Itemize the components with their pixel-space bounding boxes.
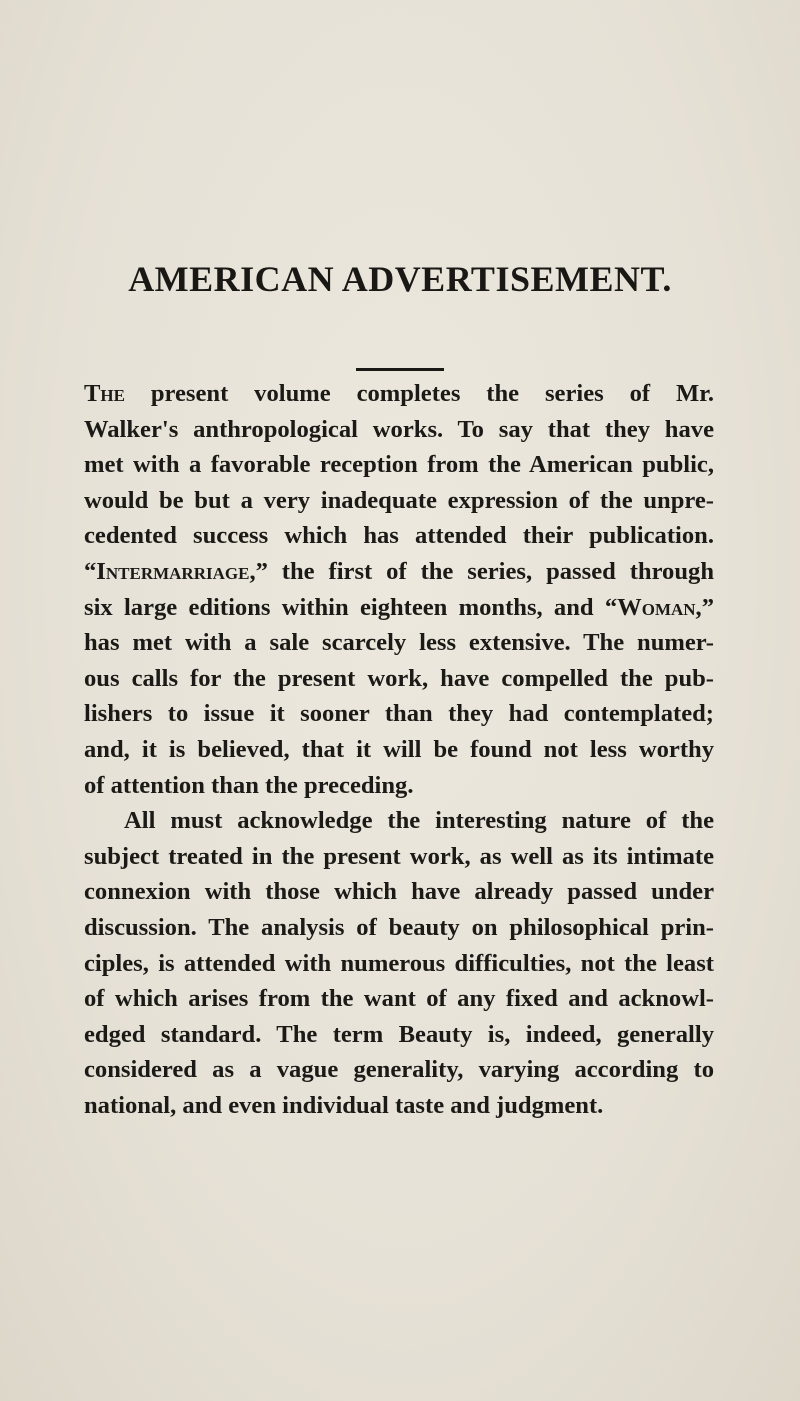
text-line: All must acknowledge the interesting nature of the	[124, 807, 714, 835]
text-line: and, it is believed, that it will be found not less worthy	[84, 735, 714, 763]
text-line: considered as a vague generality, varying according to	[84, 1056, 714, 1084]
text-line: edged standard. The term Beauty is, indeed, generally	[84, 1020, 714, 1048]
text-line: would be but a very inadequate expression of the unpre-	[84, 486, 714, 514]
text-line: of which arises from the want of any fixed and acknowl-	[84, 985, 714, 1013]
body-text	[84, 376, 714, 1123]
text-line: six large editions within eighteen months, and “Woman,”	[84, 593, 714, 621]
small-caps-word: The	[84, 380, 125, 407]
text-line: national, and even individual taste and judgment.	[84, 1091, 604, 1119]
text-line: The present volume completes the series of Mr.	[84, 380, 714, 407]
text-line: Walker's anthropological works. To say that they have	[84, 415, 714, 443]
text-line: met with a favorable reception from the American public,	[84, 451, 714, 479]
heading-divider	[356, 368, 444, 371]
text-line: has met with a sale scarcely less extensive. The numer-	[84, 629, 714, 657]
small-caps-title: Woman	[617, 593, 696, 621]
small-caps-title: Intermarriage	[96, 557, 250, 585]
text-line: ous calls for the present work, have compelled the pub-	[84, 664, 714, 692]
text-line: cedented success which has attended their publication.	[84, 522, 714, 550]
text-line: “Intermarriage,” the first of the series, passed through	[84, 557, 714, 585]
text-line: ciples, is attended with numerous difficulties, not the least	[84, 949, 714, 977]
page-heading: AMERICAN ADVERTISEMENT.	[128, 259, 672, 299]
text-line: subject treated in the present work, as well as its intimate	[84, 842, 714, 870]
text-line: discussion. The analysis of beauty on philosophical prin-	[84, 913, 714, 941]
text-line: lishers to issue it sooner than they had contemplated;	[84, 700, 714, 728]
text-line: connexion with those which have already passed under	[84, 878, 714, 906]
text-line: of attention than the preceding.	[84, 771, 414, 799]
